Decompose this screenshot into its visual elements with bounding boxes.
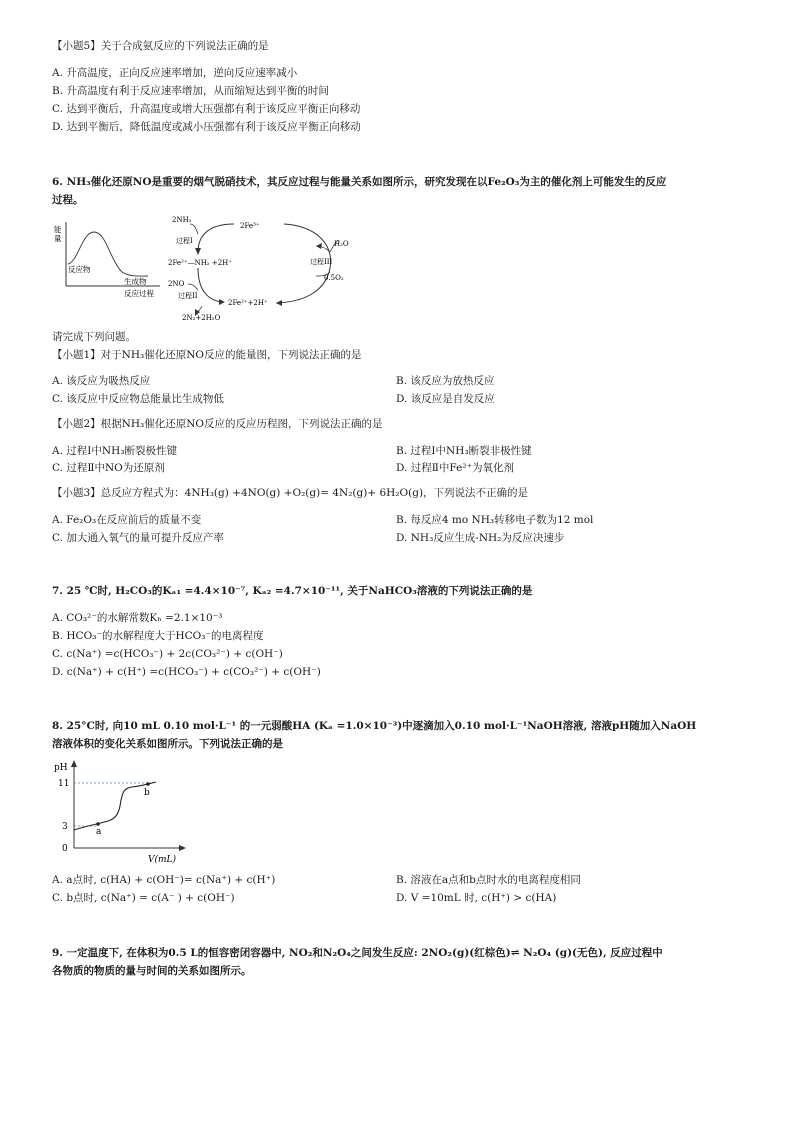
q5-option-a: A. 升高温度，正向反应速率增加，逆向反应速率减小 [52, 67, 298, 79]
ph-tick-3: 3 [62, 822, 68, 832]
cycle-arc-top-left [198, 224, 234, 252]
q5-option-b: B. 升高温度有利于反应速率增加，从而缩短达到平衡的时间 [52, 85, 329, 97]
cycle-arrow-step1-head [195, 248, 201, 255]
q6-stem-line1: 6. NH₃催化还原NO是重要的烟气脱硝技术，其反应过程与能量关系如图所示，研究发现在以Fe₂O₃为主的催化剂上可能发生的反应 [52, 176, 667, 188]
ph-point-b [146, 782, 150, 786]
q6-sub1-option-d: D. 该反应是自发反应 [396, 393, 495, 405]
q6-sub2-stem: 【小题2】根据NH₃催化还原NO反应的反应历程图，下列说法正确的是 [52, 418, 383, 430]
q6-stem-line2: 过程。 [52, 194, 84, 206]
catalytic-cycle-diagram [166, 210, 366, 322]
q6-sub1-option-b: B. 该反应为放热反应 [396, 375, 495, 387]
energy-reactant-label: 反应物 [68, 265, 91, 274]
q9-stem-line1: 9. 一定温度下, 在体积为0.5 L的恒容密闭容器中, NO₂和N₂O₄之间发生反应: 2NO₂(g)(红棕色)⇌ N₂O₄ (g)(无色), 反应过程中 [52, 947, 663, 959]
cycle-no: 2NO [168, 280, 185, 288]
q6-sub2-option-a: A. 过程Ⅰ中NH₃断裂极性键 [52, 445, 177, 457]
q6-sub3-option-a: A. Fe₂O₃在反应前后的质量不变 [52, 514, 202, 526]
q8-stem-line2: 溶液体积的变化关系如图所示。下列说法正确的是 [52, 738, 283, 750]
ph-label-b: b [144, 788, 150, 798]
cycle-step3: 过程III [310, 258, 333, 266]
cycle-step1: 过程I [176, 237, 193, 245]
cycle-fe3: 2Fe³⁺ [240, 222, 260, 230]
q7-option-d: D. c(Na⁺) + c(H⁺) =c(HCO₃⁻) + c(CO₃²⁻) + c(OH⁻) [52, 666, 321, 678]
cycle-fe2-h: 2Fe²⁺+2H⁺ [228, 299, 268, 307]
ph-y-axis-arrow [71, 760, 77, 767]
q7-option-a: A. CO₃²⁻的水解常数Kₕ =2.1×10⁻³ [52, 612, 223, 624]
ph-titration-graph [52, 758, 192, 868]
q6-sub3-option-b: B. 每反应4 mo NH₃转移电子数为12 mol [396, 514, 594, 526]
cycle-nh3: 2NH₃ [172, 216, 192, 224]
ph-x-axis-arrow [179, 845, 186, 851]
q8-option-d: D. V =10mL 时, c(H⁺) > c(HA) [396, 892, 557, 904]
q9-stem-line2: 各物质的物质的量与时间的关系如图所示。 [52, 965, 252, 977]
energy-y-label-2: 量 [54, 234, 62, 243]
q5-stem: 【小题5】关于合成氨反应的下列说法正确的是 [52, 40, 269, 52]
q6-sub3-option-d: D. NH₃反应生成-NH₂为反应决速步 [396, 532, 565, 544]
cycle-arc-bottom-left [198, 268, 222, 302]
energy-product-label: 生成物 [124, 277, 147, 286]
q6-sub3-option-c: C. 加大通入氧气的量可提升反应产率 [52, 532, 224, 544]
q6-prompt: 请完成下列问题。 [52, 331, 136, 343]
q5-option-c: C. 达到平衡后，升高温度或增大压强都有利于该反应平衡正向移动 [52, 103, 361, 115]
cycle-step2: 过程II [178, 292, 198, 300]
ph-x-label: V(mL) [148, 855, 177, 865]
cycle-fe2-nh2: 2Fe²⁺—NH₂ +2H⁺ [168, 259, 232, 267]
q8-option-c: C. b点时, c(Na⁺) = c(A⁻ ) + c(OH⁻) [52, 892, 235, 904]
cycle-o2: 0.5O₂ [324, 274, 344, 282]
cycle-products: 2N₂+2H₂O [182, 314, 221, 322]
q6-sub1-option-c: C. 该反应中反应物总能量比生成物低 [52, 393, 224, 405]
ph-tick-11: 11 [58, 779, 70, 789]
energy-y-label-1: 能 [54, 225, 62, 234]
cycle-no-branch [188, 284, 198, 290]
q6-sub2-option-b: B. 过程Ⅰ中NH₃断裂非极性键 [396, 445, 532, 457]
cycle-h2o: H₂O [334, 240, 349, 248]
ph-label-a: a [96, 827, 102, 837]
q6-sub2-option-c: C. 过程Ⅱ中NO为还原剂 [52, 462, 165, 474]
q8-option-a: A. a点时, c(HA) + c(OH⁻)= c(Na⁺) + c(H⁺) [52, 874, 276, 886]
cycle-arrow-right-head [276, 300, 282, 306]
energy-x-label: 反应过程 [124, 289, 154, 298]
q7-option-b: B. HCO₃⁻的水解程度大于HCO₃⁻的电离程度 [52, 630, 264, 642]
cycle-h2o-arrow [316, 243, 322, 249]
q8-stem-line1: 8. 25°C时, 向10 mL 0.10 mol·L⁻¹ 的一元弱酸HA (Kₐ =1.0×10⁻³)中逐滴加入0.10 mol·L⁻¹NaOH溶液, 溶液pH随加入NaOH [52, 720, 697, 732]
q6-sub2-option-d: D. 过程Ⅱ中Fe²⁺为氧化剂 [396, 462, 515, 474]
q8-option-b: B. 溶液在a点和b点时水的电离程度相同 [396, 874, 581, 886]
q5-option-d: D. 达到平衡后，降低温度或减小压强都有利于该反应平衡正向移动 [52, 121, 361, 133]
q6-sub1-stem: 【小题1】对于NH₃催化还原NO反应的能量图，下列说法正确的是 [52, 349, 362, 361]
q6-sub3-stem: 【小题3】总反应方程式为：4NH₃(g) +4NO(g) +O₂(g)= 4N₂(g)+ 6H₂O(g)，下列说法不正确的是 [52, 487, 529, 499]
ph-y-label: pH [54, 763, 68, 773]
ph-tick-0: 0 [62, 844, 68, 854]
q6-sub1-option-a: A. 该反应为吸热反应 [52, 375, 151, 387]
q7-stem: 7. 25 ℃时, H₂CO₃的Kₐ₁ =4.4×10⁻⁷, Kₐ₂ =4.7×10⁻¹¹, 关于NaHCO₃溶液的下列说法正确的是 [52, 585, 533, 597]
q7-option-c: C. c(Na⁺) =c(HCO₃⁻) + 2c(CO₃²⁻) + c(OH⁻) [52, 648, 283, 660]
ph-point-a [96, 822, 100, 826]
cycle-arrow-step2-head [219, 299, 225, 305]
energy-diagram [52, 212, 162, 302]
cycle-nh3-branch [190, 224, 198, 234]
